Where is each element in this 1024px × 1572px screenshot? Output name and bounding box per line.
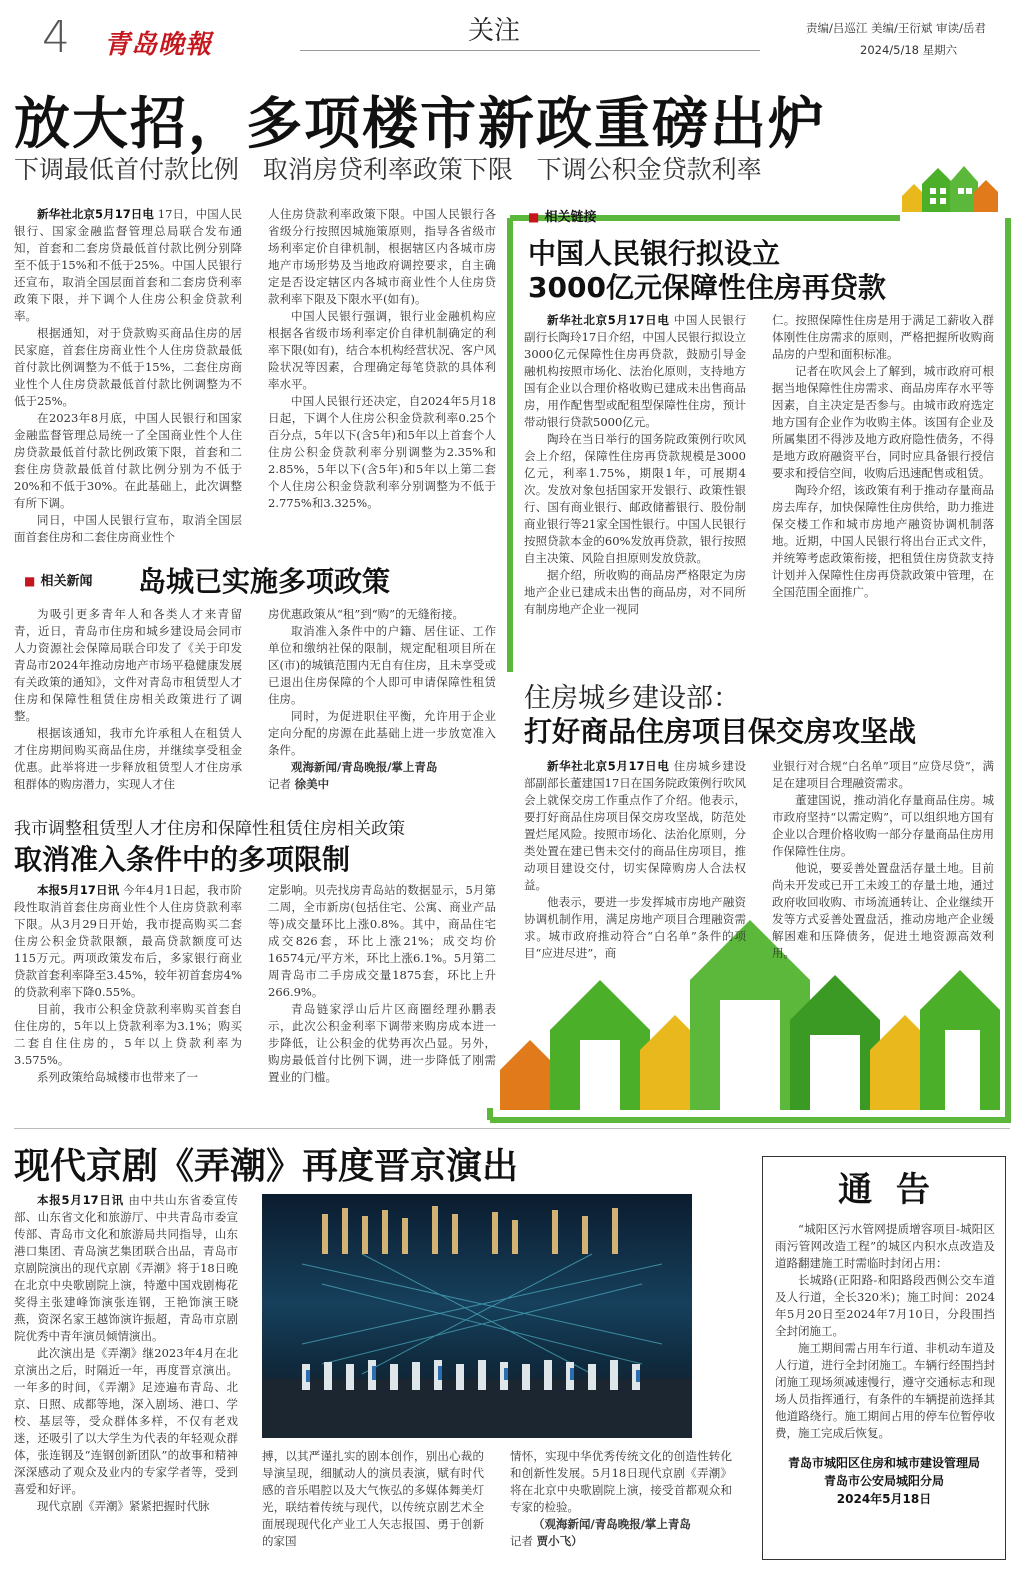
notice-title: 通 告 [838, 1170, 930, 1210]
opera-col3: 情怀，实现中华优秀传统文化的创造性转化和创新性发展。5月18日现代京剧《弄潮》将在北京中央歌剧院上演，接受首都观众和专家的检验。 （观海新闻/青岛晚报/掌上青岛 记者 贾小飞） [510, 1449, 732, 1548]
notice-para-1: “城阳区污水管网提质增容项目-城阳区雨污管网改造工程”的城区内积水点改造及道路翻建施工时需临时封闭占用： [775, 1222, 995, 1270]
local-story-col2: 定影响。贝壳找房青岛站的数据显示，5月第二周，全市新房(包括住宅、公寓、商业产品等)成交量环比上涨0.8%。其中，商品住宅成交826套，环比上涨21%；成交均价16574元/平方米，环比上涨6.1%。5月第二周青岛市二手房成交量1875套，环比上升266.9%。 青岛链家浮山后片区商圈经理孙鹏表示，此次公积金利率下调带来购房成本进一步降低，让公积金的优势再次凸显。另外，购房最低首付比例下调，进一步降低了刚需置业的门槛。 [268, 883, 496, 1084]
main-headline: 放大招，多项楼市新政重磅出炉 [14, 92, 826, 157]
related-link-col2: 仁。按照保障性住房是用于满足工薪收入群体刚性住房需求的原则，严格把握所收购商品房的户型和面积标准。 记者在吹风会上了解到，城市政府可根据当地保障性住房需求、商品房库存水平等因素，自主决定是否参与。由城市政府选定地方国有企业作为收购主体。该国有企业及所属集团不得涉及地方政府隐性债务，不得是地方政府融资平台，同时应具备银行授信要求和授信空间，收购后迅速配售或租赁。 陶玲介绍，该政策有利于推动存量商品房去库存，加快保障性住房供给，助力推进保交楼工作和城市房地产融资协调机制落地。近期，中国人民银行将出台正式文件，并统筹考虑政策衔接，把租赁住房贷款支持计划并入保障性住房再贷款政策中管理，在全国范围全面推广。 [772, 313, 994, 599]
related-link-col1: 新华社北京5月17日电 中国人民银行副行长陶玲17日介绍，中国人民银行拟设立3000亿元保障性住房再贷款，鼓励引导金融机构按照市场化、法治化原则，支持地方国有企业以合理价格收购已建成未出售商品房，用作配售型或配租型保障性住房，预计带动银行贷款5000亿元。 陶玲在当日举行的国务院政策例行吹风会上介绍，保障性住房再贷款规模是3000亿元，利率1.75%，期限1年，可展期4次。发放对象包括国家开发银行、政策性银行、国有商业银行、邮政储蓄银行、股份制商业银行等21家全国性银行。中国人民银行按照贷款本金的60%发放再贷款，银行按照自主决策、风险自担原则发放贷款。 据介绍，所收购的商品房严格限定为房地产企业已建成未出售的商品房，对不同所有制房地产企业一视同 [524, 313, 747, 616]
notice-issuer-2: 青岛市公安局城阳分局 [823, 1474, 944, 1488]
local-news-col1: 为吸引更多青年人和各类人才来青留青，近日，青岛市住房和城乡建设局会同市人力资源社会保障局联合印发了《关于印发青岛市2024年推动房地产市场平稳健康发展有关政策的通知》，文件对青岛市租赁型人才住房和保障性租赁住房相关政策进行了调整。 根据该通知，我市允许承租人在租赁人才住房期间购买商品住房，并继续享受租金优惠。此举将进一步释放租赁型人才住房承租群体的购房潜力，实现人才住 [14, 607, 242, 791]
local-news-byline: 观海新闻/青岛晚报/掌上青岛 [291, 760, 438, 774]
section-title: 关注 [468, 16, 521, 46]
editor-credits: 责编/吕巡江 美编/王衍斌 审读/岳君 [806, 21, 986, 35]
mohurd-col2: 业银行对合规“白名单”项目“应贷尽贷”，满足在建项目合理融资需求。 董建国说，推动消化存量商品住房。城市政府坚持“以需定购”，可以组织地方国有企业以合理价格收购一部分存量商品住房用作保障性住房。 他说，要妥善处置盘活存量土地。目前尚未开发或已开工未竣工的存量土地，通过政府收回收购、市场流通转让、企业继续开发等方式妥善处置盘活，推动房地产企业缓解困难和压降债务，促进土地资源高效利用。 [772, 759, 994, 960]
opera-title: 现代京剧《弄潮》再度晋京演出 [14, 1146, 519, 1187]
mohurd-title-1: 住房城乡建设部： [524, 683, 740, 714]
main-story-col2: 人住房贷款利率政策下限。中国人民银行各省级分行按照因城施策原则，指导各省级市场利率定价自律机制，根据辖区内各城市房地产市场形势及当地政府调控要求，自主确定是否设定辖区内各城市商业性个人住房贷款利率下限及下限水平(如有)。 中国人民银行强调，银行业金融机构应根据各省级市场利率定价自律机制确定的利率下限(如有)，结合本机构经营状况、客户风险状况等因素，合理确定每笔贷款的具体利率水平。 中国人民银行还决定，自2024年5月18日起，下调个人住房公积金贷款利率0.25个百分点，5年以下(含5年)和5年以上首套个人住房公积金贷款利率分别调整为2.35%和2.85%，5年以下(含5年)和5年以上第二套个人住房公积金贷款利率分别调整为不低于2.775%和3.325%。 [268, 207, 496, 510]
opera-col1: 本报5月17日讯 由中共山东省委宣传部、山东省文化和旅游厅、中共青岛市委宣传部、青岛市文化和旅游局共同指导，山东港口集团、青岛演艺集团联合出品，青岛市京剧院演出的现代京剧《弄潮》将于18日晚在北京中央歌剧院上演，特邀中国戏剧梅花奖得主张建峰饰演张连钢，王艳饰演王晓燕，资深名家王越饰演许振超，青岛市京剧院优秀中青年演员倾情演出。 此次演出是《弄潮》继2023年4月在北京演出之后，时隔近一年，再度晋京演出。一年多的时间，《弄潮》足迹遍布青岛、北京、日照、成都等地，深入剧场、港口、学校、基层等，受众群体多样，不仅有老戏迷，还吸引了以大学生为代表的年轻观众群体，张连钢及“连钢创新团队”的故事和精神深深感动了观众及业内的专家学者等，受到喜爱和好评。 现代京剧《弄潮》紧紧把握时代脉 [14, 1193, 239, 1513]
local-story-title: 取消准入条件中的多项限制 [14, 843, 351, 876]
issue-date: 2024/5/18 星期六 [860, 43, 958, 57]
related-link-tag: ■ 相关链接 [528, 210, 597, 225]
local-news-col2: 房优惠政策从“租”到“购”的无缝衔接。 取消准入条件中的户籍、居住证、工作单位和缴纳社保的限制，规定配租项目所在区(市)的城镇范围内无自有住房，且未享受或已退出住房保障的个人即可申请保障性租赁住房。 同时，为促进职住平衡，允许用于企业定向分配的房源在此基础上进一步放宽准入条件。 观海新闻/青岛晚报/掌上青岛 记者 徐美中 [268, 607, 496, 791]
notice-para-3: 施工期间需占用车行道、非机动车道及人行道，进行全封闭施工。车辆行经围挡封闭施工现场须减速慢行，遵守交通标志和现场人员指挥通行，有条件的车辆提前选择其他道路绕行。施工期间占用的停车位暂停收费，施工完成后恢复。 [775, 1341, 995, 1440]
opera-reporter: 贾小飞） [536, 1534, 583, 1548]
opera-byline: （观海新闻/青岛晚报/掌上青岛 [533, 1517, 691, 1531]
opera-stage-photo [262, 1194, 692, 1438]
notice-date: 2024年5月18日 [836, 1492, 932, 1506]
local-story-kicker: 我市调整租赁型人才住房和保障性租赁住房相关政策 [14, 819, 405, 839]
main-story-col1: 新华社北京5月17日电 17日，中国人民银行、国家金融监督管理总局联合发布通知，首套和二套房贷最低首付款比例分别降至不低于15%和不低于25%。中国人民银行还宣布，取消全国层面首套和二套房贷利率政策下限，并下调个人住房公积金贷款利率。 根据通知，对于贷款购买商品住房的居民家庭，首套住房商业性个人住房贷款最低首付款比例调整为不低于15%，二套住房商业性个人住房贷款最低首付款比例调整为不低于25%。 在2023年8月底，中国人民银行和国家金融监督管理总局统一了全国商业性个人住房贷款最低首付款比例政策下限，首套和二套住房贷款最低首付款比例分别为不低于20%和不低于30%。在此基础上，此次调整有所下调。 同日，中国人民银行宣布，取消全国层面首套住房和二套住房商业性个 [14, 207, 242, 544]
page-number: 4 [42, 12, 70, 63]
notice-issuer-1: 青岛市城阳区住房和城市建设管理局 [787, 1456, 980, 1470]
mohurd-col1: 新华社北京5月17日电 住房城乡建设部副部长董建国17日在国务院政策例行吹风会上就保交房工作重点作了介绍。他表示，要打好商品住房项目保交房攻坚战，防范处置烂尾风险。按照市场化、法治化原则，分类处置在建已售未交付的商品住房项目，推动项目建设交付，切实保障购房人合法权益。 他表示，要进一步发挥城市房地产融资协调机制作用，满足房地产项目合理融资需求。城市政府推动符合“白名单”条件的项目“应进尽进”，商 [524, 759, 747, 960]
local-news-reporter: 徐美中 [294, 777, 330, 791]
related-link-title-2: 3000亿元保障性住房再贷款 [528, 271, 886, 304]
houses-icon-small [900, 162, 1010, 218]
local-news-title: 岛城已实施多项政策 [138, 565, 391, 598]
notice-para-2: 长城路(正阳路-和阳路段西侧公交车道及人行道，全长320米)；施工时间：2024年5月20日至2024年7月10日，分段围挡全封闭施工。 [775, 1273, 995, 1338]
paper-logo: 青岛晚報 [104, 30, 213, 60]
local-news-tag: ■ 相关新闻 [24, 574, 93, 589]
related-link-title-1: 中国人民银行拟设立 [528, 237, 781, 270]
stage-scene [262, 1194, 692, 1438]
local-story-col1: 本报5月17日讯 今年4月1日起，我市阶段性取消首套住房商业性个人住房贷款利率下限。从3月29日开始，我市提高购买二套住房公积金贷款限额，最高贷款额度可达115万元。两项政策发布后，多家银行商业贷款首套利率降至3.45%，较年初首套房4%的贷款利率下降0.55%。 目前，我市公积金贷款利率购买首套自住住房的，5年以上贷款利率为3.1%；购买二套自住住房的，5年以上贷款利率为3.575%。 系列政策给岛城楼市也带来了一 [14, 883, 242, 1084]
mohurd-title-2: 打好商品住房项目保交房攻坚战 [524, 715, 917, 748]
opera-col2: 搏，以其严谨扎实的剧本创作，别出心裁的导演呈现，细腻动人的演员表演，赋有时代感的音乐唱腔以及大气恢弘的多媒体舞美灯光，联结着传统与现代，以传统京剧艺术全面展现现代化产业工人矢志报国、勇于创新的家国 [262, 1449, 484, 1548]
main-subheadline: 下调最低首付款比例 取消房贷利率政策下限 下调公积金贷款利率 [14, 155, 762, 184]
notice-box [762, 1156, 1006, 1560]
